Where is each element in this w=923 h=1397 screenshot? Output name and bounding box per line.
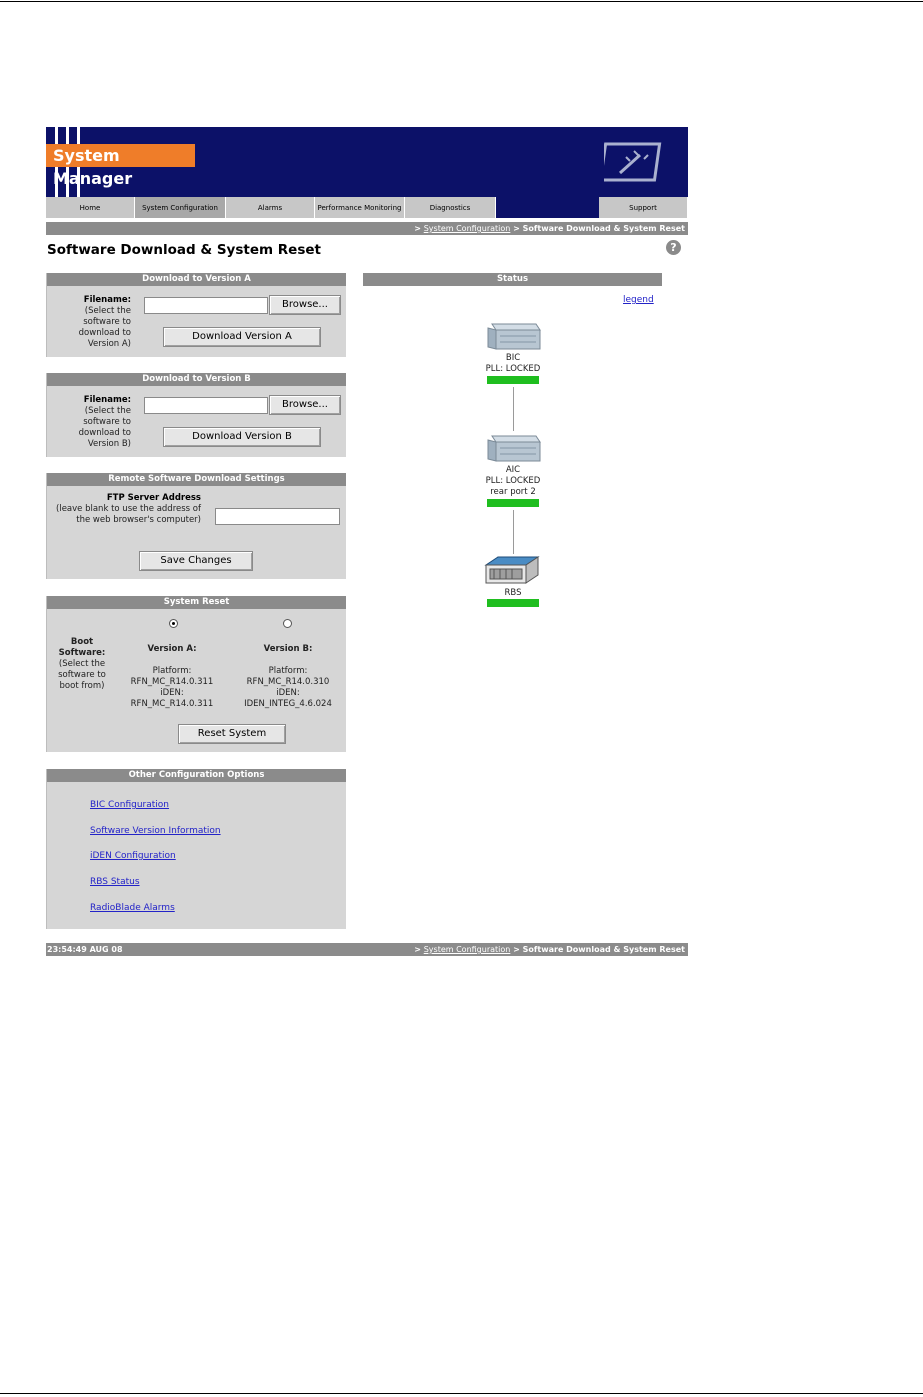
- save-changes-button[interactable]: Save Changes: [139, 551, 253, 571]
- bic-status-label: [463, 353, 563, 375]
- filename-hint: (Select the software to download to Version B): [78, 406, 131, 449]
- filename-a-input[interactable]: [144, 297, 268, 314]
- aic-status-bar: [487, 499, 539, 507]
- footer-breadcrumb-current: > Software Download & System Reset: [513, 945, 685, 954]
- other-configuration-panel: [46, 769, 346, 929]
- ftp-label: [51, 493, 201, 526]
- app-logo: System Manager: [46, 144, 195, 167]
- breadcrumb-link-system-configuration[interactable]: System Configuration: [423, 224, 511, 233]
- filename-b-input[interactable]: [144, 397, 268, 414]
- download-version-b-button[interactable]: Download Version B: [163, 427, 321, 447]
- filename-label: [51, 295, 131, 350]
- page-title: Software Download & System Reset: [47, 242, 321, 258]
- legend-link[interactable]: legend: [623, 295, 654, 305]
- ftp-hint: (leave blank to use the address of the web browser's computer): [56, 504, 201, 525]
- breadcrumb-current: > Software Download & System Reset: [513, 224, 685, 233]
- footer-timestamp: 23:54:49 AUG 08: [47, 945, 123, 954]
- aic-rbs-connector: [513, 510, 514, 554]
- tab-home[interactable]: Home: [46, 197, 135, 218]
- panel-title: System Reset: [47, 596, 346, 609]
- main-tab-bar: [46, 197, 688, 218]
- version-b-iden-label: iDEN:: [276, 688, 300, 698]
- version-a-heading: Version A:: [147, 644, 197, 654]
- version-b-iden: IDEN_INTEG_4.6.024: [244, 699, 332, 709]
- document-bottom-rule: [0, 1393, 923, 1394]
- tab-alarms[interactable]: Alarms: [226, 197, 315, 218]
- version-b-platform-label: Platform:: [268, 666, 308, 676]
- aic-port: rear port 2: [490, 487, 536, 497]
- browse-b-button[interactable]: Browse...: [269, 395, 341, 415]
- header-banner: [46, 127, 688, 197]
- download-version-a-panel: [46, 273, 346, 357]
- version-b-info: [229, 644, 347, 710]
- browse-a-button[interactable]: Browse...: [269, 295, 341, 315]
- version-a-platform-label: Platform:: [152, 666, 192, 676]
- aic-status-label: [463, 465, 563, 498]
- ftp-label-text: FTP Server Address: [106, 493, 201, 503]
- panel-title: Remote Software Download Settings: [47, 473, 346, 486]
- boot-label-text: Boot Software:: [58, 637, 106, 658]
- panel-title: Download to Version B: [47, 373, 346, 386]
- aic-name: AIC: [505, 465, 521, 475]
- filename-label-text: Filename:: [83, 295, 131, 305]
- ftp-server-input[interactable]: [215, 508, 340, 525]
- filename-label: [51, 395, 131, 450]
- bic-aic-connector: [513, 387, 514, 431]
- boot-version-b-radio[interactable]: [283, 619, 292, 628]
- status-panel-title: Status: [363, 273, 662, 286]
- remote-download-settings-panel: [46, 473, 346, 579]
- link-bic-configuration[interactable]: BIC Configuration: [90, 800, 170, 810]
- rbs-name: RBS: [504, 588, 522, 598]
- download-version-b-panel: [46, 373, 346, 457]
- tab-support[interactable]: Support: [599, 197, 688, 218]
- download-version-a-button[interactable]: Download Version A: [163, 327, 321, 347]
- version-a-iden-label: iDEN:: [160, 688, 184, 698]
- help-icon[interactable]: ?: [666, 240, 681, 255]
- tab-system-configuration[interactable]: System Configuration: [135, 197, 226, 218]
- rbs-status-label: [463, 588, 563, 599]
- breadcrumb: [46, 222, 688, 235]
- reset-system-button[interactable]: Reset System: [178, 724, 286, 744]
- aic-chassis-icon[interactable]: [486, 432, 542, 464]
- link-radioblade-alarms[interactable]: RadioBlade Alarms: [90, 903, 175, 913]
- footer-bar: [46, 943, 688, 956]
- breadcrumb-prefix: >: [414, 224, 421, 233]
- footer-breadcrumb-prefix: >: [414, 945, 421, 954]
- rbs-unit-icon[interactable]: [482, 555, 542, 589]
- aic-pll-state: PLL: LOCKED: [485, 476, 541, 486]
- version-b-heading: Version B:: [263, 644, 313, 654]
- link-rbs-status[interactable]: RBS Status: [90, 877, 140, 887]
- filename-label-text: Filename:: [83, 395, 131, 405]
- link-iden-configuration[interactable]: iDEN Configuration: [90, 851, 176, 861]
- rbs-status-bar: [487, 599, 539, 607]
- bic-name: BIC: [505, 353, 521, 363]
- version-a-info: [115, 644, 229, 710]
- boot-version-a-radio[interactable]: [169, 619, 178, 628]
- panel-title: Download to Version A: [47, 273, 346, 286]
- link-software-version-information[interactable]: Software Version Information: [90, 826, 221, 836]
- footer-breadcrumb-link-system-configuration[interactable]: System Configuration: [423, 945, 511, 954]
- system-reset-panel: [46, 596, 346, 752]
- boot-hint: (Select the software to boot from): [58, 659, 106, 691]
- bic-chassis-icon[interactable]: [486, 320, 542, 352]
- radio-selected-dot: [172, 622, 175, 625]
- version-a-platform: RFN_MC_R14.0.311: [130, 677, 214, 687]
- brand-mark-icon: [604, 141, 664, 183]
- version-b-platform: RFN_MC_R14.0.310: [246, 677, 330, 687]
- tab-diagnostics[interactable]: Diagnostics: [405, 197, 496, 218]
- bic-status-bar: [487, 376, 539, 384]
- boot-software-label: [51, 637, 113, 692]
- document-top-rule: [0, 1, 923, 2]
- panel-title: Other Configuration Options: [47, 769, 346, 782]
- bic-pll-state: PLL: LOCKED: [485, 364, 541, 374]
- filename-hint: (Select the software to download to Version A): [78, 306, 131, 349]
- version-a-iden: RFN_MC_R14.0.311: [130, 699, 214, 709]
- tab-performance-monitoring[interactable]: Performance Monitoring: [315, 197, 405, 218]
- system-manager-window: [46, 127, 688, 959]
